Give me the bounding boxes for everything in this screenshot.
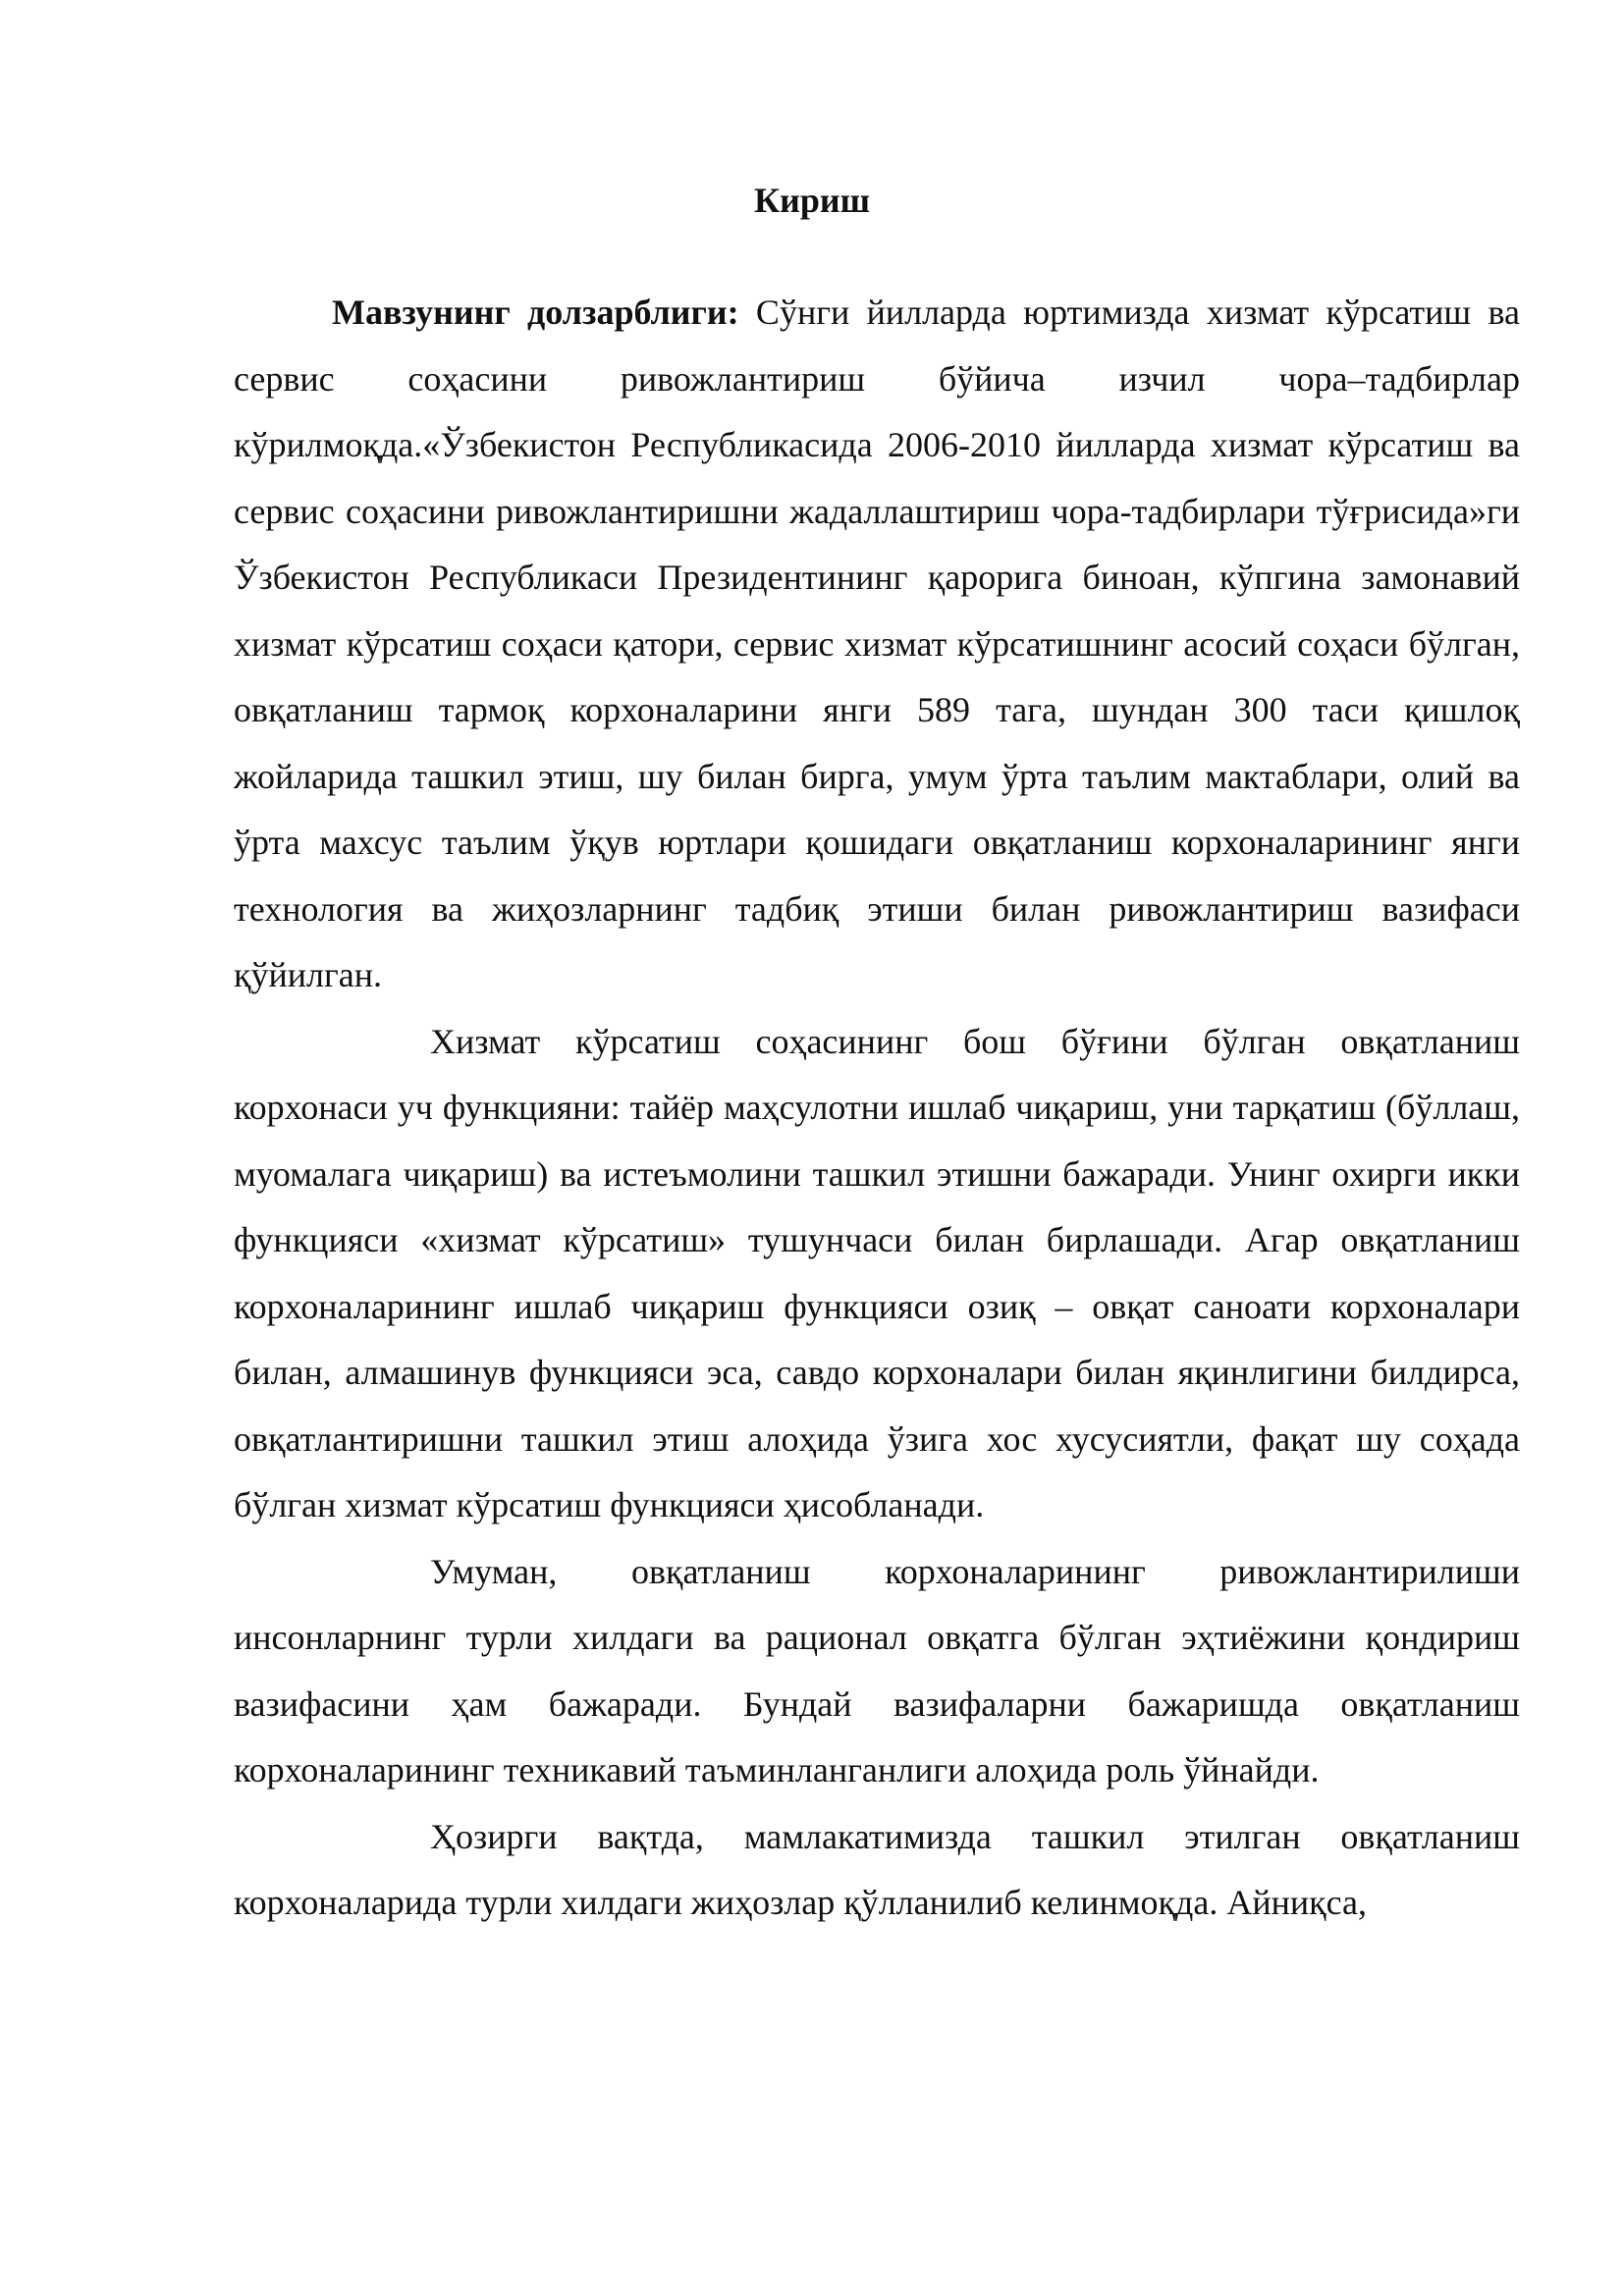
paragraph-lead: Мавзунинг долзарблиги: — [332, 293, 739, 332]
paragraph-relevance — [234, 280, 1520, 1009]
document-body — [234, 280, 1520, 1937]
paragraph-text: Хизмат кўрсатиш соҳасининг бош бўғини бўлган овқатланиш корхонаси уч функцияни: тайёр маҳсулотни ишлаб чиқариш, уни тарқатиш (бўллаш, муомалага чиқариш) ва истеъмолини ташкил этишни бажаради. Унинг охирги икки функцияси «хизмат кўрсатиш» тушунчаси билан бирлашади. Агар овқатланиш корхоналарининг ишлаб чиқариш функцияси озиқ – овқат саноати корхоналари билан, алмашинув функцияси эса, савдо корхоналари билан яқинлигини билдирса, овқатлантиришни ташкил этиш алоҳида ўзига хос хусусиятли, фақат шу соҳада бўлган хизмат кўрсатиш функцияси ҳисобланади. — [234, 1021, 1520, 1524]
paragraph-text: Умуман, овқатланиш корхоналарининг ривожлантирилиши инсонларнинг турли хилдаги ва рационал овқатга бўлган эҳтиёжини қондириш вазифасини ҳам бажаради. Бундай вазифаларни бажаришда овқатланиш корхоналарининг техникавий таъминланганлиги алоҳида роль ўйнайди. — [234, 1551, 1520, 1789]
paragraph-text: Сўнги йилларда юртимизда хизмат кўрсатиш ва сервис соҳасини ривожлантириш бўйича изчил чора–тадбирлар кўрилмоқда.«Ўзбекистон Республикасида 2006-2010 йилларда хизмат кўрсатиш ва сервис соҳасини ривожлантиришни жадаллаштириш чора-тадбирлари тўғрисида»ги Ўзбекистон Республикаси Президентининг қарорига биноан, кўпгина замонавий хизмат кўрсатиш соҳаси қатори, сервис хизмат кўрсатишнинг асосий соҳаси бўлган, овқатланиш тармоқ корхоналарини янги 589 тага, шундан 300 таси қишлоқ жойларида ташкил этиш, шу билан бирга, умум ўрта таълим мактаблари, олий ва ўрта махсус таълим ўқув юртлари қошидаги овқатланиш корхоналарининг янги технология ва жиҳозларнинг тадбиқ этиши билан ривожлантириш вазифаси қўйилган. — [234, 293, 1520, 994]
page-title: Кириш — [753, 181, 870, 221]
paragraph-equipment — [234, 1804, 1520, 1937]
paragraph-development — [234, 1539, 1520, 1804]
paragraph-text: Ҳозирги вақтда, мамлакатимизда ташкил этилган овқатланиш корхоналарида турли хилдаги жиҳозлар қўлланилиб келинмоқда. Айниқса, — [234, 1816, 1520, 1922]
paragraph-functions — [234, 1009, 1520, 1539]
